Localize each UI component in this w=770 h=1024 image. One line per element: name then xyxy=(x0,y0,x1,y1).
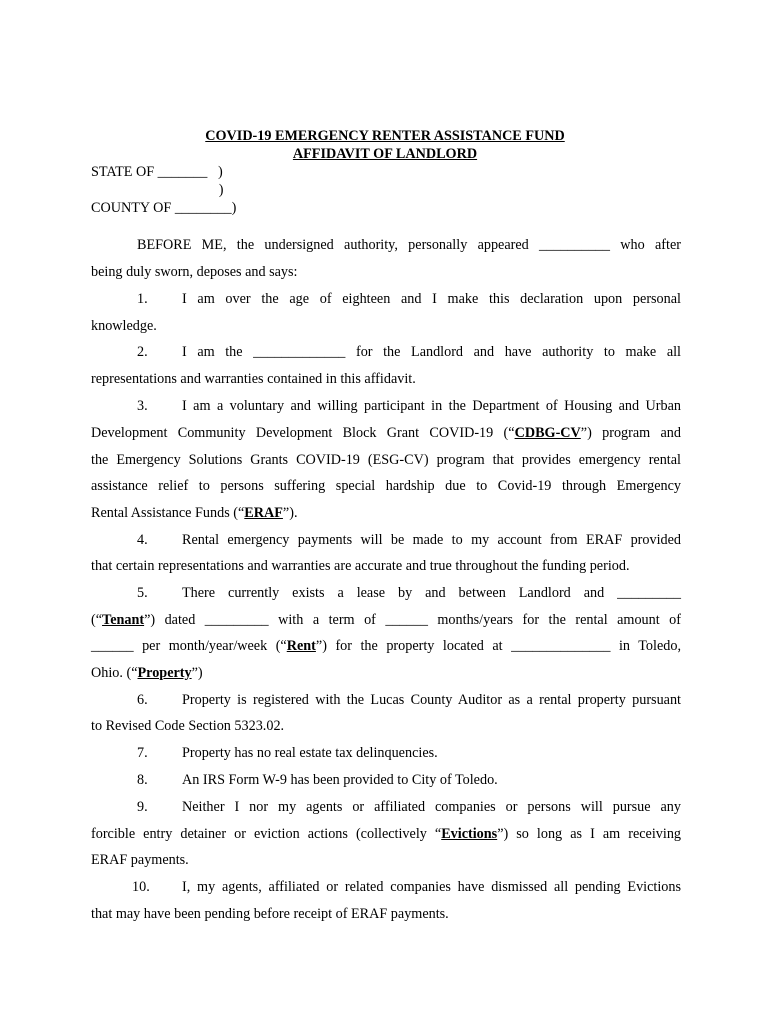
paragraph-3-line-5 xyxy=(91,504,681,522)
paragraph-number: 7. xyxy=(137,745,148,761)
paragraph-number: 8. xyxy=(137,772,148,788)
caption-county: COUNTY OF ________) xyxy=(91,200,237,216)
defined-term-eraf: ERAF xyxy=(244,505,283,521)
text-segment: ______ per month/year/week (“ xyxy=(91,638,287,654)
paragraph-9-line-3: ERAF payments. xyxy=(91,852,189,868)
paragraph-number: 2. xyxy=(137,344,148,360)
paragraph-9-line-2 xyxy=(91,825,681,843)
text-segment: Rental Assistance Funds (“ xyxy=(91,505,245,521)
paragraph-1-line-2: knowledge. xyxy=(91,318,157,334)
paragraph-text: An IRS Form W-9 has been provided to City of Toledo. xyxy=(182,772,498,788)
paragraph-number: 6. xyxy=(137,692,148,708)
paragraph-text: I am over the age of eighteen and I make this declaration upon personal xyxy=(182,291,681,307)
text-segment: forcible entry detainer or eviction actions (collectively “ xyxy=(91,826,442,842)
intro-line-1: BEFORE ME, the undersigned authority, personally appeared __________ who after xyxy=(137,237,681,253)
caption-middle: ) xyxy=(91,182,224,198)
paragraph-number: 4. xyxy=(137,532,148,548)
defined-term-tenant: Tenant xyxy=(102,612,145,628)
paragraph-3-line-2 xyxy=(91,424,681,442)
paragraph-text: Rental emergency payments will be made to my account from ERAF provided xyxy=(182,532,681,548)
defined-term-cdbg-cv: CDBG-CV xyxy=(514,425,581,441)
caption-state: STATE OF _______ ) xyxy=(91,164,223,180)
paragraph-number: 5. xyxy=(137,585,148,601)
paragraph-5-line-2 xyxy=(91,611,681,629)
paragraph-2-line-2: representations and warranties contained in this affidavit. xyxy=(91,371,416,387)
paragraph-number: 10. xyxy=(132,879,150,895)
paragraph-5-line-3 xyxy=(91,637,681,655)
paragraph-text: I am a voluntary and willing participant in the Department of Housing and Urban xyxy=(182,398,681,414)
text-segment: Ohio. (“ xyxy=(91,665,138,681)
paragraph-6-line-2: to Revised Code Section 5323.02. xyxy=(91,718,285,734)
text-segment: ”) so long as I am receiving xyxy=(497,826,682,842)
paragraph-4-line-2: that certain representations and warranties are accurate and true throughout the funding period. xyxy=(91,558,630,574)
paragraph-number: 3. xyxy=(137,398,148,414)
defined-term-evictions: Evictions xyxy=(441,826,498,842)
text-segment: Development Community Development Block Grant COVID-19 (“ xyxy=(91,425,515,441)
paragraph-5-line-4 xyxy=(91,664,681,682)
defined-term-property: Property xyxy=(137,665,192,681)
text-segment: ”) dated _________ with a term of ______ months/years for the rental amount of xyxy=(144,612,681,628)
paragraph-3-line-3: the Emergency Solutions Grants COVID-19 (ESG-CV) program that provides emergency rental xyxy=(91,452,681,468)
text-segment: ”) xyxy=(191,665,203,681)
intro-line-2: being duly sworn, deposes and says: xyxy=(91,264,298,280)
paragraph-text: There currently exists a lease by and between Landlord and _________ xyxy=(182,585,681,601)
paragraph-text: I am the _____________ for the Landlord and have authority to make all xyxy=(182,344,681,360)
text-segment: ”) for the property located at ______________ in Toledo, xyxy=(315,638,681,654)
paragraph-text: Property is registered with the Lucas County Auditor as a rental property pursuant xyxy=(182,692,681,708)
paragraph-text: I, my agents, affiliated or related companies have dismissed all pending Evictions xyxy=(182,879,681,895)
defined-term-rent: Rent xyxy=(286,638,316,654)
paragraph-text: Neither I nor my agents or affiliated companies or persons will pursue any xyxy=(182,799,681,815)
document-title: COVID-19 EMERGENCY RENTER ASSISTANCE FUND xyxy=(205,128,565,144)
text-segment: ”) program and xyxy=(580,425,681,441)
text-segment: (“ xyxy=(91,612,103,628)
paragraph-number: 9. xyxy=(137,799,148,815)
paragraph-text: Property has no real estate tax delinquencies. xyxy=(182,745,438,761)
document-subtitle: AFFIDAVIT OF LANDLORD xyxy=(292,146,478,162)
paragraph-number: 1. xyxy=(137,291,148,307)
text-segment: ”). xyxy=(282,505,298,521)
paragraph-10-line-2: that may have been pending before receipt of ERAF payments. xyxy=(91,906,449,922)
paragraph-3-line-4: assistance relief to persons suffering special hardship due to Covid-19 through Emergency xyxy=(91,478,681,494)
